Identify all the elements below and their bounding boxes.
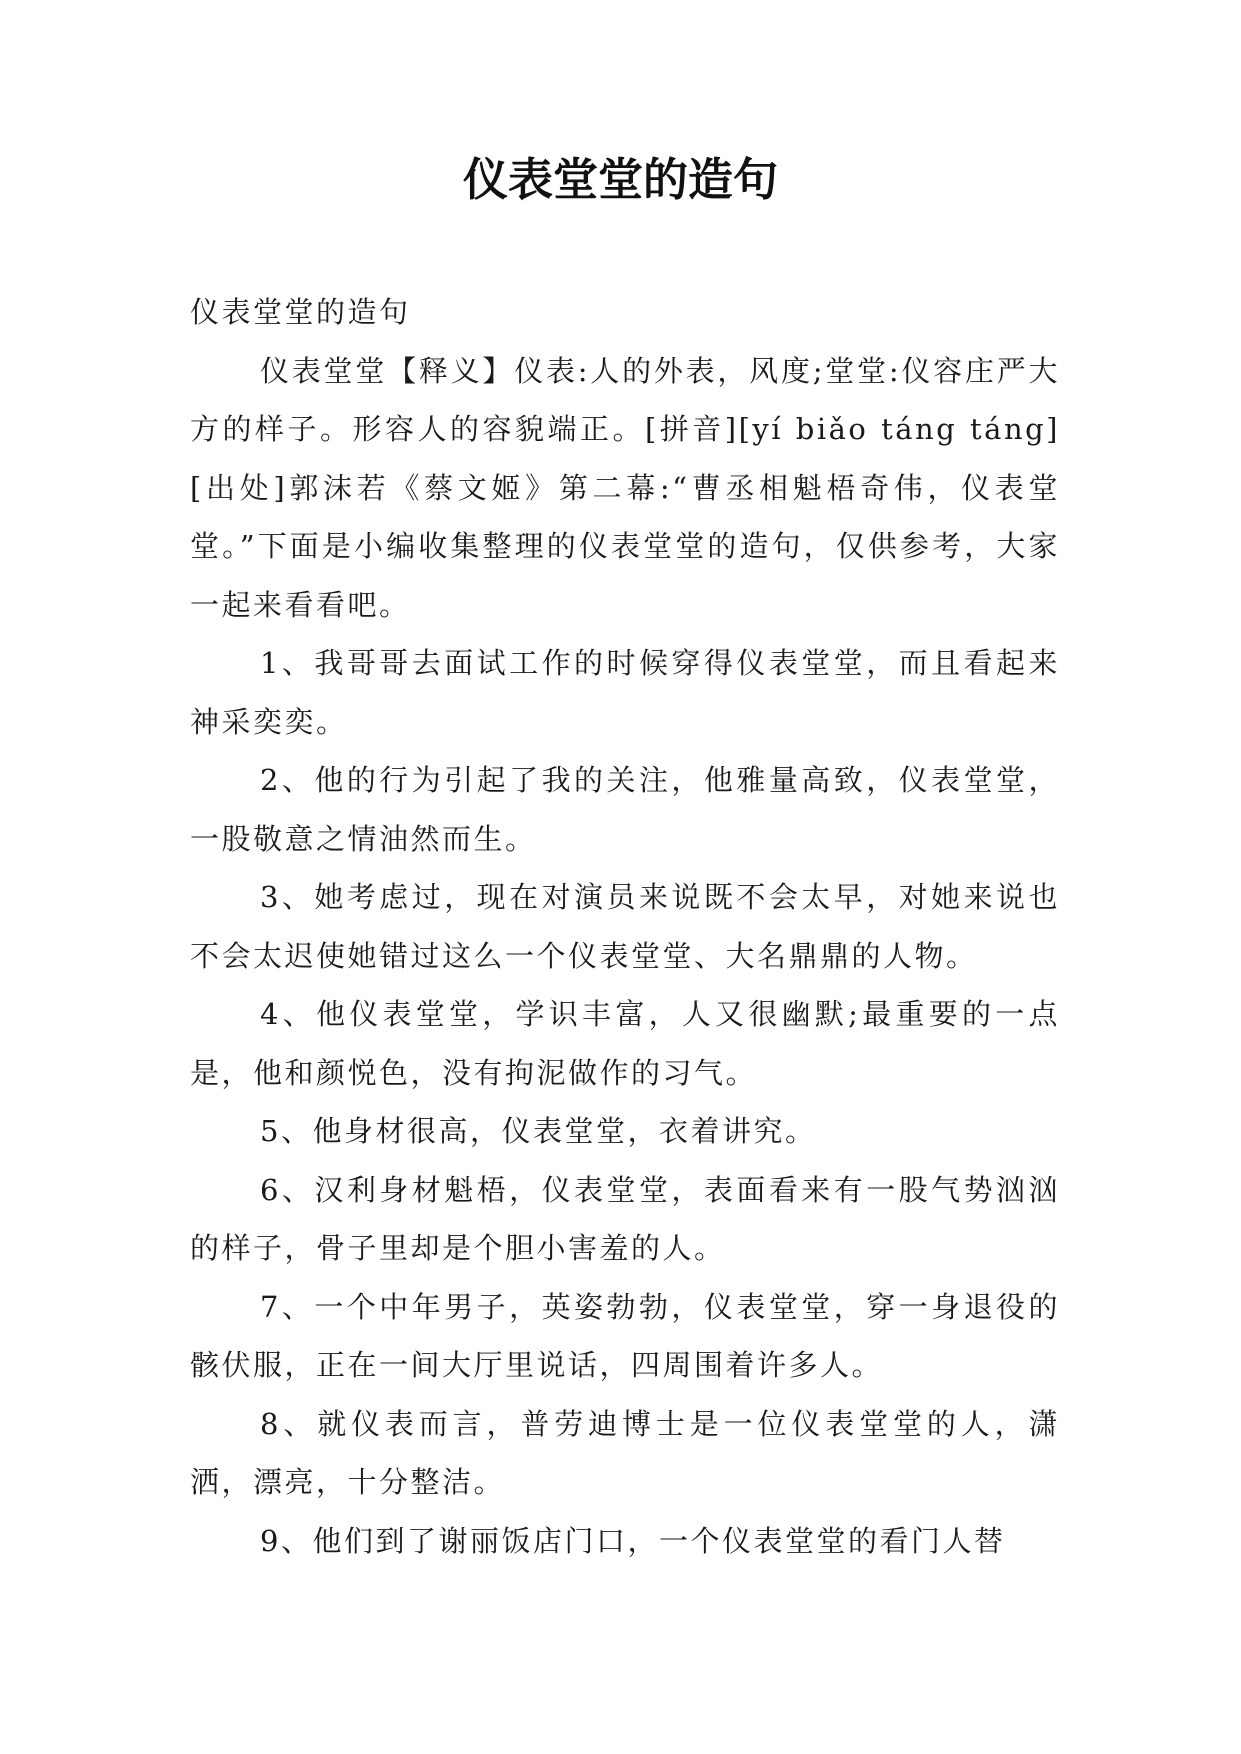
document-title: 仪表堂堂的造句 [462,153,778,206]
example-sentence-4: 4、他仪表堂堂，学识丰富，人又很幽默;最重要的一点是，他和颜悦色，没有拘泥做作的习气。 [190,997,1060,1090]
document-body [190,283,1060,1570]
intro-paragraph: 仪表堂堂【释义】仪表:人的外表，风度;堂堂:仪容庄严大方的样子。形容人的容貌端正。[拼音][yí biǎo táng táng][出处]郭沫若《蔡文姬》第二幕:“曹丞相魁梧奇伟，仪表堂堂。”下面是小编收集整理的仪表堂堂的造句，仅供参考，大家一起来看看吧。 [190,353,1060,622]
example-sentence-5: 5、他身材很高，仪表堂堂，衣着讲究。 [260,1114,817,1148]
example-sentence-7: 7、一个中年男子，英姿勃勃，仪表堂堂，穿一身退役的骸伏服，正在一间大厅里说话，四周围着许多人。 [190,1289,1060,1382]
example-sentence-2: 2、他的行为引起了我的关注，他雅量高致，仪表堂堂，一股敬意之情油然而生。 [190,763,1060,856]
example-sentence-6: 6、汉利身材魁梧，仪表堂堂，表面看来有一股气势汹汹的样子，骨子里却是个胆小害羞的人。 [190,1172,1060,1265]
example-sentence-8: 8、就仪表而言，普劳迪博士是一位仪表堂堂的人，潇洒，漂亮，十分整洁。 [190,1406,1060,1499]
subtitle-paragraph: 仪表堂堂的造句 [190,295,411,329]
example-sentence-1: 1、我哥哥去面试工作的时候穿得仪表堂堂，而且看起来神采奕奕。 [190,646,1060,739]
example-sentence-9: 9、他们到了谢丽饭店门口，一个仪表堂堂的看门人替 [260,1523,1006,1558]
example-sentence-3: 3、她考虑过，现在对演员来说既不会太早，对她来说也不会太迟使她错过这么一个仪表堂堂、大名鼎鼎的人物。 [190,880,1060,973]
